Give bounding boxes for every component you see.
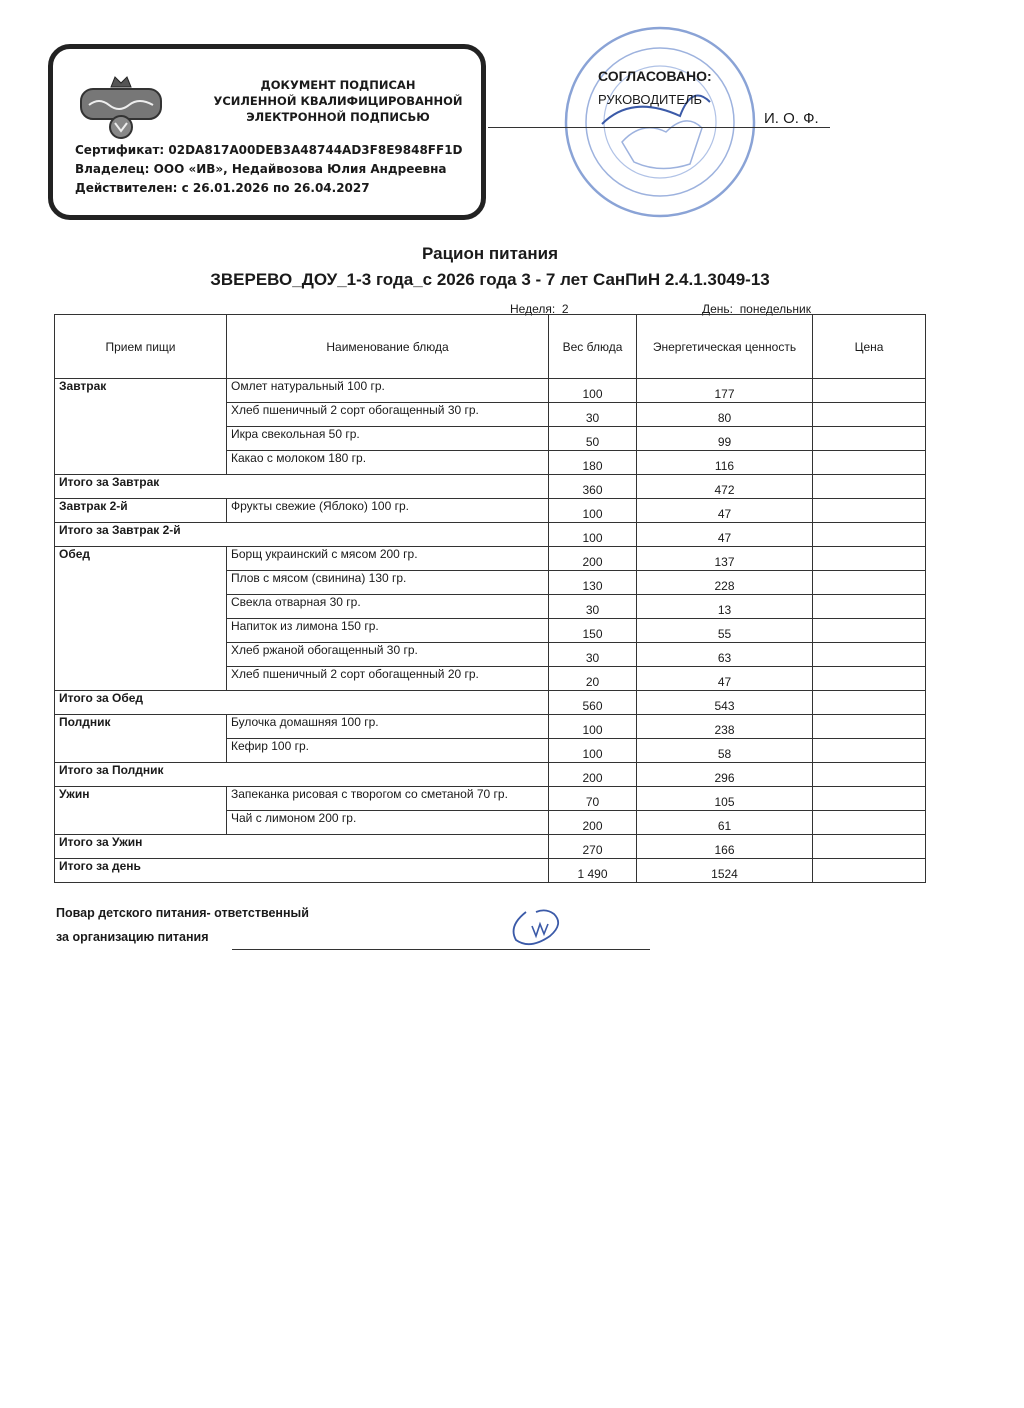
column-header: Цена [813, 315, 926, 379]
company-logo [77, 71, 165, 141]
footer-signature-line [232, 949, 650, 950]
total-row [55, 475, 926, 499]
price-cell [813, 811, 926, 835]
total-label: Итого за Завтрак 2-й [55, 523, 549, 547]
meal-name: Завтрак [55, 379, 227, 475]
price-cell [813, 715, 926, 739]
price-cell [813, 691, 926, 715]
price-cell [813, 475, 926, 499]
weight-cell: 150 [549, 619, 637, 643]
dish-name: Плов с мясом (свинина) 130 гр. [227, 571, 549, 595]
energy-cell: 1524 [637, 859, 813, 883]
meal-name: Полдник [55, 715, 227, 763]
price-cell [813, 739, 926, 763]
signature-heading-line: ДОКУМЕНТ ПОДПИСАН [260, 78, 416, 92]
dish-name: Омлет натуральный 100 гр. [227, 379, 549, 403]
price-cell [813, 499, 926, 523]
weight-cell: 360 [549, 475, 637, 499]
meal-name: Ужин [55, 787, 227, 835]
total-row [55, 835, 926, 859]
week-value: 2 [561, 302, 569, 316]
energy-cell: 99 [637, 427, 813, 451]
price-cell [813, 595, 926, 619]
approval-agreed: СОГЛАСОВАНО: [598, 68, 712, 84]
energy-cell: 58 [637, 739, 813, 763]
energy-cell: 472 [637, 475, 813, 499]
dish-name: Запеканка рисовая с творогом со сметаной 70 гр. [227, 787, 549, 811]
price-cell [813, 523, 926, 547]
dish-row [55, 379, 926, 403]
dish-name: Кефир 100 гр. [227, 739, 549, 763]
price-cell [813, 451, 926, 475]
signature-line [488, 127, 830, 128]
weight-cell: 200 [549, 811, 637, 835]
dish-row [55, 499, 926, 523]
meal-name: Завтрак 2-й [55, 499, 227, 523]
electronic-signature-box [48, 44, 486, 220]
approval-block [598, 64, 712, 112]
dish-name: Свекла отварная 30 гр. [227, 595, 549, 619]
dish-name: Фрукты свежие (Яблоко) 100 гр. [227, 499, 549, 523]
weight-cell: 100 [549, 499, 637, 523]
day-label: День: [702, 302, 734, 316]
column-header: Прием пищи [55, 315, 227, 379]
column-header: Наименование блюда [227, 315, 549, 379]
energy-cell: 238 [637, 715, 813, 739]
dish-name: Хлеб ржаной обогащенный 30 гр. [227, 643, 549, 667]
price-cell [813, 787, 926, 811]
dish-row [55, 715, 926, 739]
price-cell [813, 859, 926, 883]
dish-name: Борщ украинский с мясом 200 гр. [227, 547, 549, 571]
weight-cell: 130 [549, 571, 637, 595]
energy-cell: 47 [637, 499, 813, 523]
signature-details [75, 141, 463, 198]
total-label: Итого за Обед [55, 691, 549, 715]
weight-cell: 30 [549, 403, 637, 427]
weight-cell: 100 [549, 379, 637, 403]
total-label: Итого за Завтрак [55, 475, 549, 499]
total-row [55, 523, 926, 547]
price-cell [813, 379, 926, 403]
weight-cell: 100 [549, 715, 637, 739]
price-cell [813, 403, 926, 427]
weight-cell: 20 [549, 667, 637, 691]
weight-cell: 100 [549, 523, 637, 547]
energy-cell: 61 [637, 811, 813, 835]
energy-cell: 116 [637, 451, 813, 475]
weight-cell: 30 [549, 595, 637, 619]
energy-cell: 177 [637, 379, 813, 403]
certificate-validity: Действителен: с 26.01.2026 по 26.04.2027 [75, 181, 370, 195]
price-cell [813, 427, 926, 451]
menu-table-body [55, 379, 926, 883]
weight-cell: 180 [549, 451, 637, 475]
dish-name: Икра свекольная 50 гр. [227, 427, 549, 451]
total-label: Итого за Полдник [55, 763, 549, 787]
total-row [55, 691, 926, 715]
dish-name: Чай с лимоном 200 гр. [227, 811, 549, 835]
total-label: Итого за Ужин [55, 835, 549, 859]
dish-name: Булочка домашняя 100 гр. [227, 715, 549, 739]
certificate-number: Сертификат: 02DA817A00DEB3A48744AD3F8E9848FF1D [75, 143, 463, 157]
approval-head: РУКОВОДИТЕЛЬ [598, 92, 703, 107]
menu-table [54, 314, 926, 883]
price-cell [813, 835, 926, 859]
approval-initials: И. О. Ф. [764, 110, 819, 127]
energy-cell: 47 [637, 667, 813, 691]
energy-cell: 543 [637, 691, 813, 715]
price-cell [813, 763, 926, 787]
certificate-owner: Владелец: ООО «ИВ», Недайвозова Юлия Андреевна [75, 162, 447, 176]
table-header-row [55, 315, 926, 379]
total-row [55, 763, 926, 787]
document-subtitle: ЗВЕРЕВО_ДОУ_1-3 года_с 2026 года 3 - 7 лет СанПиН 2.4.1.3049-13 [210, 270, 770, 289]
document-title: Рацион питания [422, 244, 558, 263]
energy-cell: 13 [637, 595, 813, 619]
footer-responsible: Повар детского питания- ответственный [56, 906, 309, 920]
handwritten-signature [506, 906, 570, 950]
energy-cell: 105 [637, 787, 813, 811]
weight-cell: 1 490 [549, 859, 637, 883]
energy-cell: 63 [637, 643, 813, 667]
footer-responsible-cont: за организацию питания [56, 930, 209, 944]
day-value: понедельник [739, 302, 812, 316]
column-header: Вес блюда [549, 315, 637, 379]
price-cell [813, 643, 926, 667]
total-row [55, 859, 926, 883]
weight-cell: 200 [549, 763, 637, 787]
signature-heading [203, 77, 473, 125]
energy-cell: 228 [637, 571, 813, 595]
energy-cell: 55 [637, 619, 813, 643]
price-cell [813, 667, 926, 691]
round-stamp [562, 24, 758, 220]
column-header: Энергетическая ценность [637, 315, 813, 379]
dish-name: Хлеб пшеничный 2 сорт обогащенный 30 гр. [227, 403, 549, 427]
energy-cell: 80 [637, 403, 813, 427]
price-cell [813, 619, 926, 643]
signature-heading-line: УСИЛЕННОЙ КВАЛИФИЦИРОВАННОЙ [213, 94, 463, 108]
weight-cell: 270 [549, 835, 637, 859]
weight-cell: 100 [549, 739, 637, 763]
weight-cell: 50 [549, 427, 637, 451]
weight-cell: 70 [549, 787, 637, 811]
weight-cell: 560 [549, 691, 637, 715]
dish-name: Напиток из лимона 150 гр. [227, 619, 549, 643]
dish-row [55, 787, 926, 811]
price-cell [813, 547, 926, 571]
weight-cell: 200 [549, 547, 637, 571]
price-cell [813, 571, 926, 595]
meal-name: Обед [55, 547, 227, 691]
energy-cell: 47 [637, 523, 813, 547]
energy-cell: 166 [637, 835, 813, 859]
energy-cell: 296 [637, 763, 813, 787]
dish-row [55, 547, 926, 571]
dish-name: Хлеб пшеничный 2 сорт обогащенный 20 гр. [227, 667, 549, 691]
energy-cell: 137 [637, 547, 813, 571]
dish-name: Какао с молоком 180 гр. [227, 451, 549, 475]
weight-cell: 30 [549, 643, 637, 667]
total-label: Итого за день [55, 859, 549, 883]
week-label: Неделя: [510, 302, 556, 316]
signature-heading-line: ЭЛЕКТРОННОЙ ПОДПИСЬЮ [246, 110, 430, 124]
